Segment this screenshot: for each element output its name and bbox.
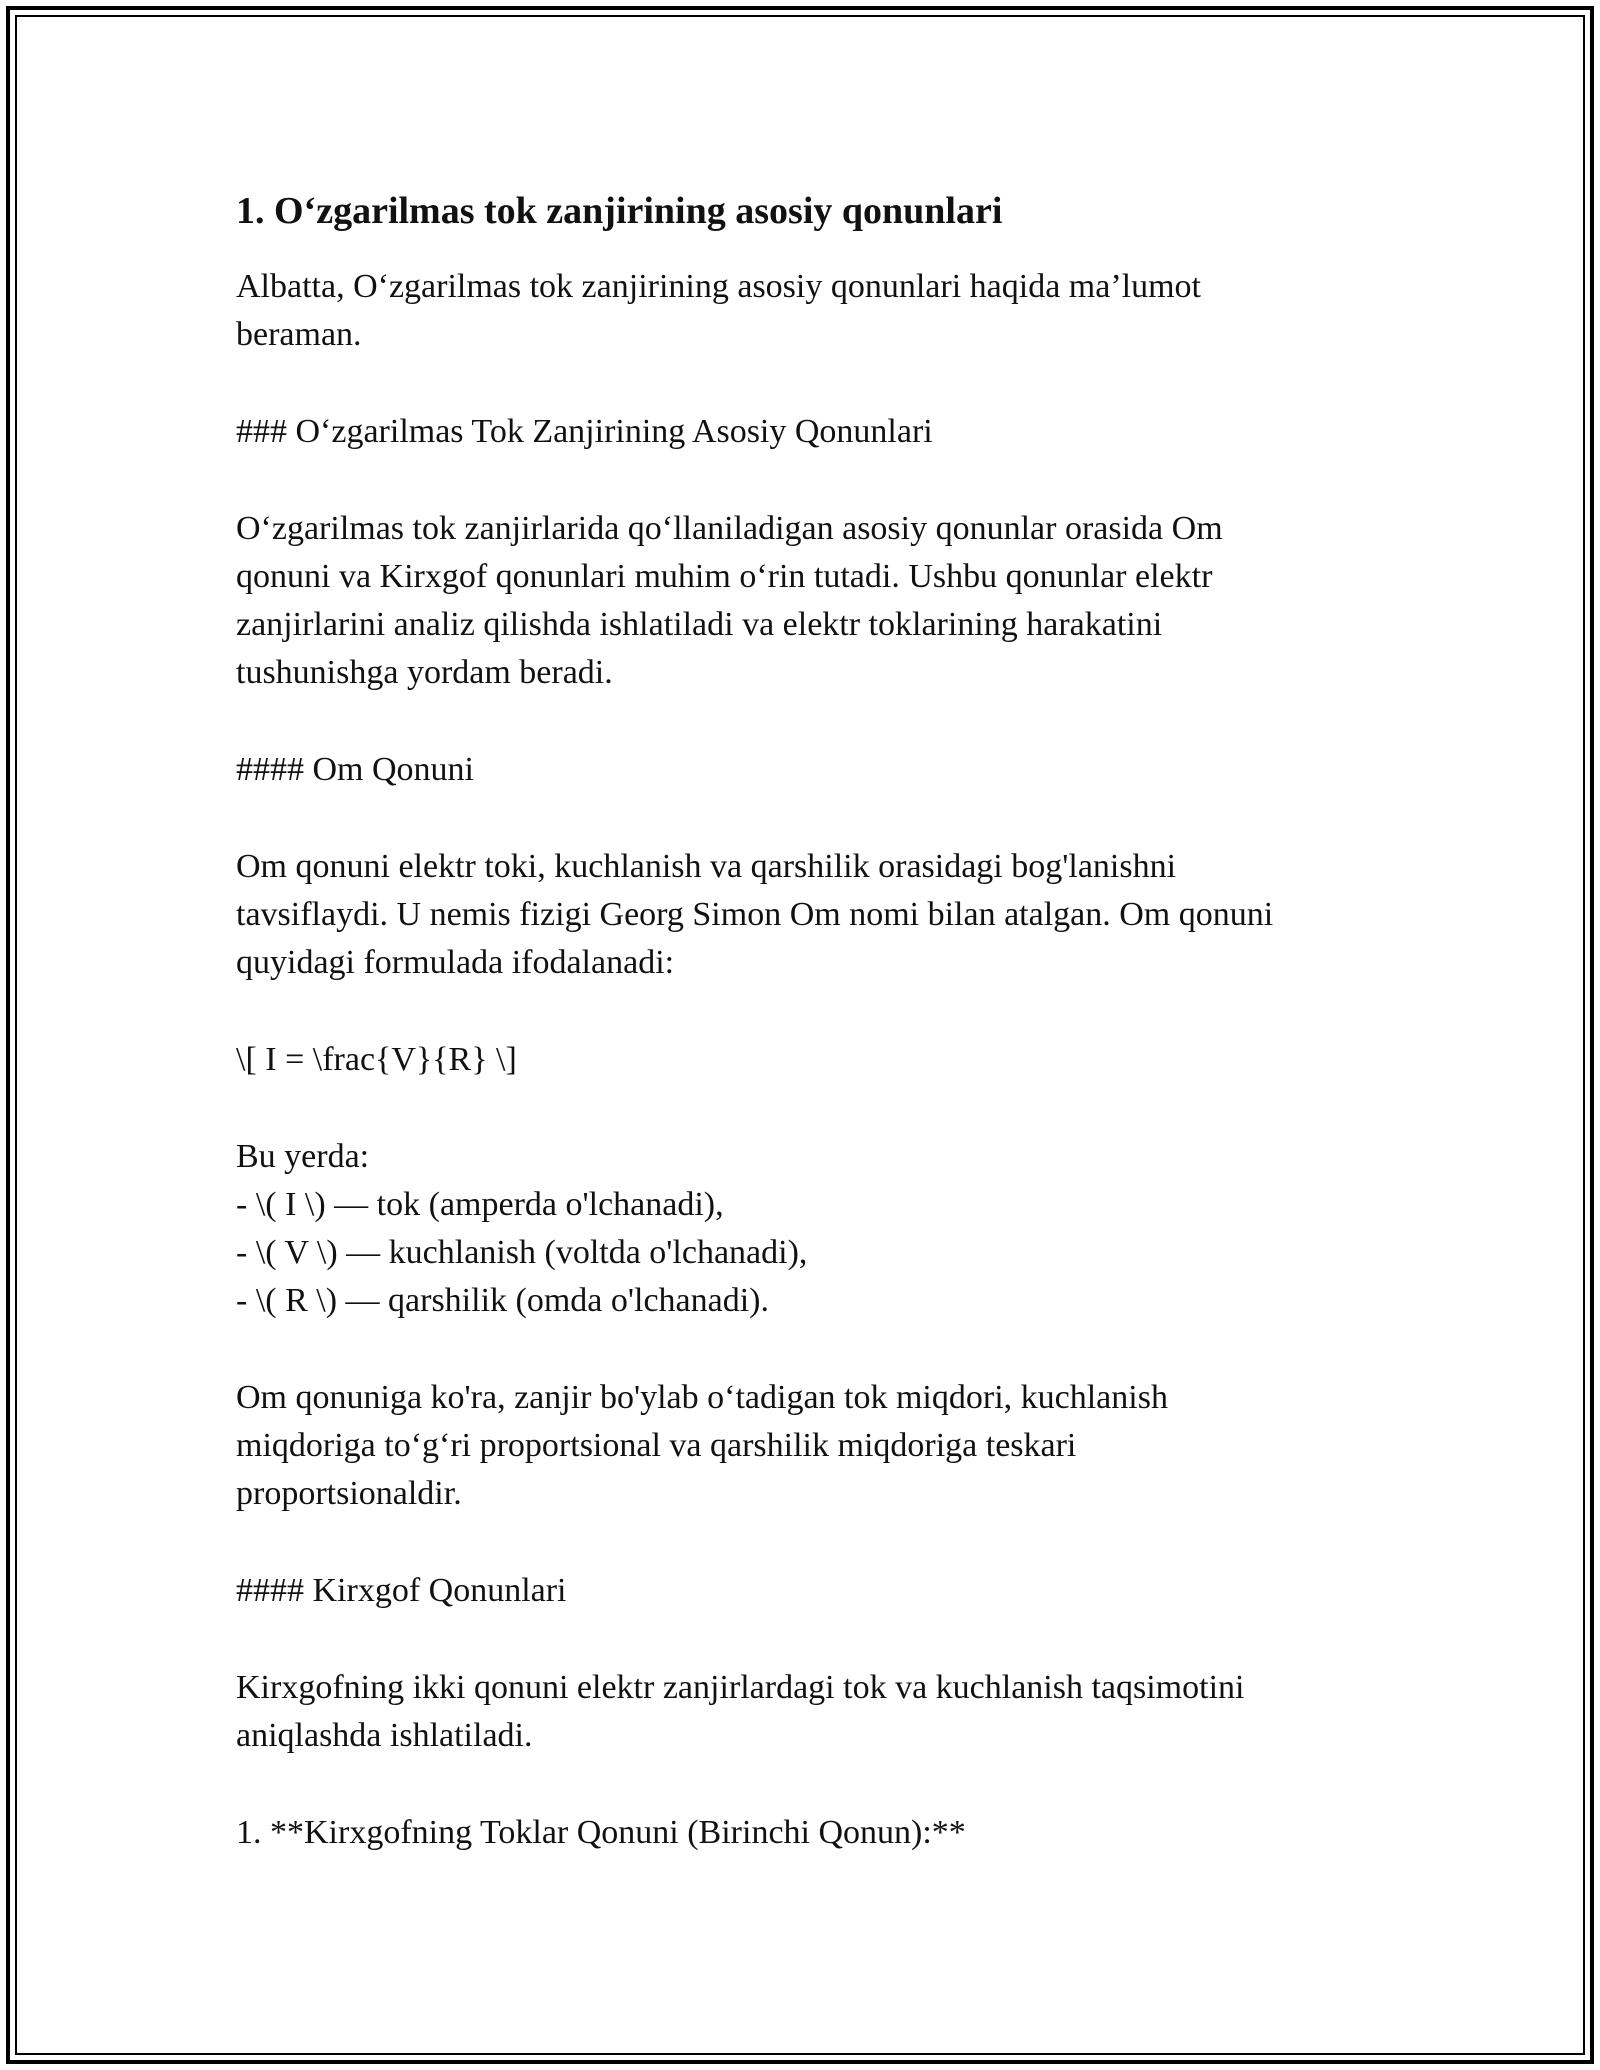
variables-list xyxy=(236,1133,1366,1325)
text-line: beraman. xyxy=(236,316,362,353)
text-line: proportsionaldir. xyxy=(236,1475,462,1512)
document-title: 1. O‘zgarilmas tok zanjirining asosiy qonunlari xyxy=(236,190,1003,232)
om-paragraph xyxy=(236,843,1366,987)
text-line: #### Om Qonuni xyxy=(236,751,474,788)
overview-paragraph xyxy=(236,505,1366,697)
text-line: Albatta, O‘zgarilmas tok zanjirining asosiy qonunlari haqida ma’lumot xyxy=(236,268,1201,305)
text-line: Bu yerda: xyxy=(236,1138,370,1175)
text-line: aniqlashda ishlatiladi. xyxy=(236,1717,533,1754)
list-item: 1. **Kirxgofning Toklar Qonuni (Birinchi Qonun):** xyxy=(236,1814,966,1851)
om-formula xyxy=(236,1036,1366,1084)
text-line: zanjirlarini analiz qilishda ishlatiladi va elektr toklarining harakatini xyxy=(236,606,1163,643)
intro-paragraph xyxy=(236,263,1366,359)
text-line: O‘zgarilmas tok zanjirlarida qo‘llaniladigan asosiy qonunlar orasida Om xyxy=(236,510,1223,547)
section-heading-kirxgof xyxy=(236,1567,1366,1615)
list-item: - \( R \) — qarshilik (omda o'lchanadi). xyxy=(236,1282,769,1319)
list-item: - \( V \) — kuchlanish (voltda o'lchanadi), xyxy=(236,1234,808,1271)
document-body xyxy=(236,186,1366,1857)
text-line: quyidagi formulada ifodalanadi: xyxy=(236,944,675,981)
om-meaning-paragraph xyxy=(236,1374,1366,1518)
kirxgof-list-item-1 xyxy=(236,1809,1366,1857)
text-line: tavsiflaydi. U nemis fizigi Georg Simon Om nomi bilan atalgan. Om qonuni xyxy=(236,896,1274,933)
text-line: miqdoriga to‘g‘ri proportsional va qarshilik miqdoriga teskari xyxy=(236,1427,1077,1464)
section-heading-om xyxy=(236,746,1366,794)
text-line: tushunishga yordam beradi. xyxy=(236,654,613,691)
text-line: Om qonuniga ko'ra, zanjir bo'ylab o‘tadigan tok miqdori, kuchlanish xyxy=(236,1379,1168,1416)
text-line: #### Kirxgof Qonunlari xyxy=(236,1572,567,1609)
kirxgof-paragraph xyxy=(236,1664,1366,1760)
text-line: qonuni va Kirxgof qonunlari muhim o‘rin tutadi. Ushbu qonunlar elektr xyxy=(236,558,1213,595)
text-line: Om qonuni elektr toki, kuchlanish va qarshilik orasidagi bog'lanishni xyxy=(236,848,1177,885)
text-line: ### O‘zgarilmas Tok Zanjirining Asosiy Qonunlari xyxy=(236,413,933,450)
section-heading-main xyxy=(236,408,1366,456)
list-item: - \( I \) — tok (amperda o'lchanadi), xyxy=(236,1186,724,1223)
text-line: \[ I = \frac{V}{R} \] xyxy=(236,1041,517,1078)
text-line: Kirxgofning ikki qonuni elektr zanjirlardagi tok va kuchlanish taqsimotini xyxy=(236,1669,1245,1706)
